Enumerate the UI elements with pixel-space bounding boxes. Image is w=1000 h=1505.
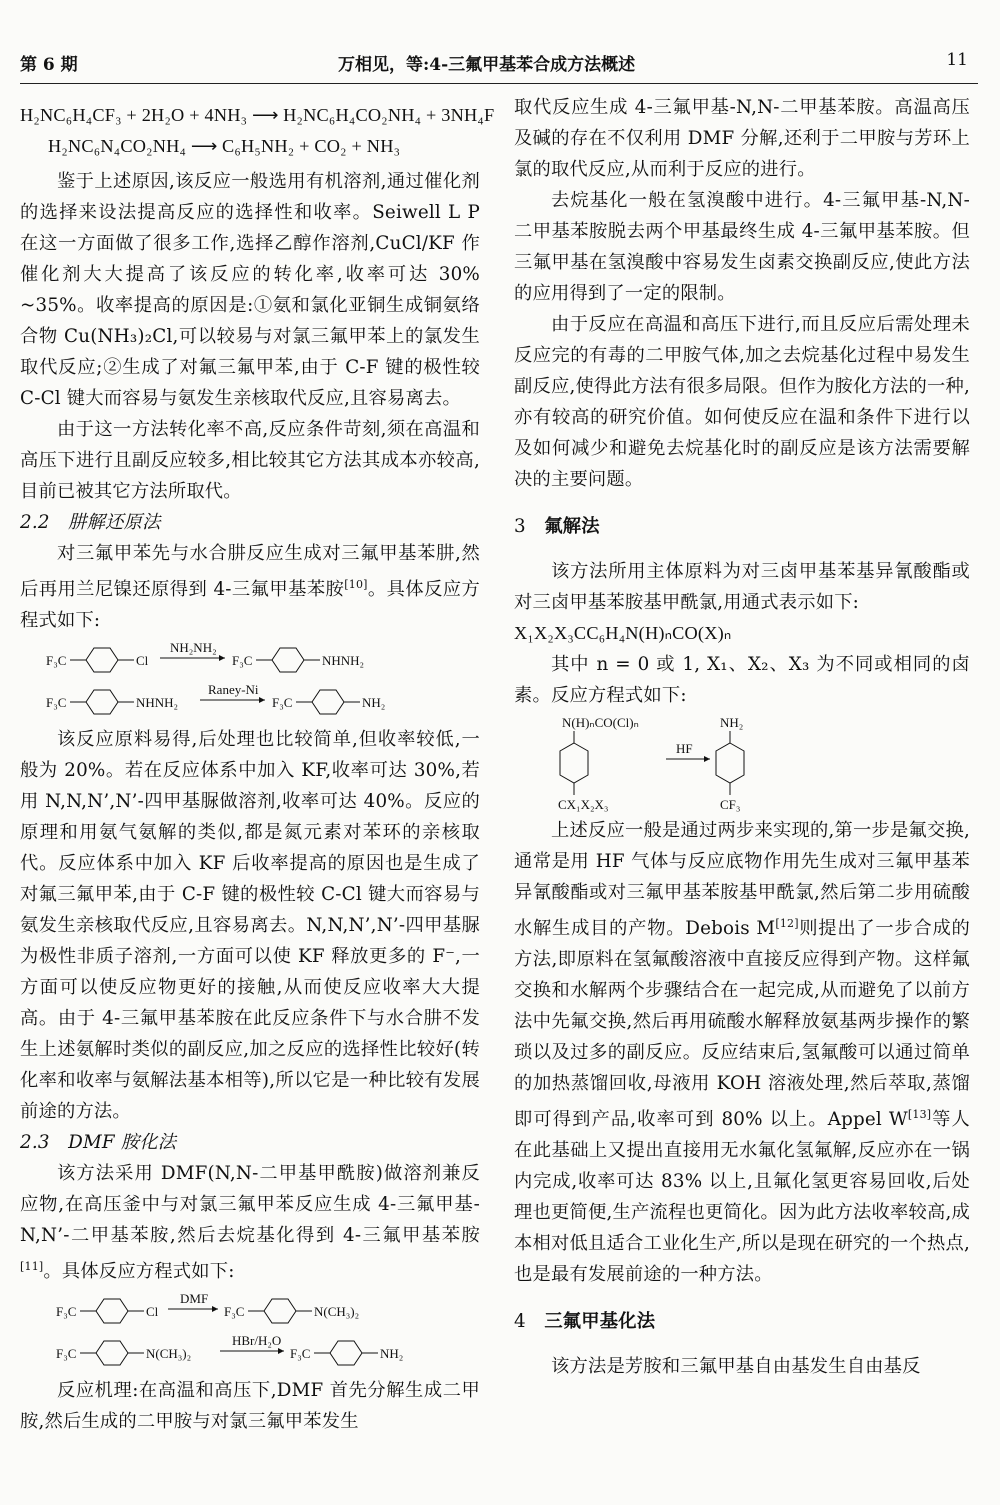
benzene-ring <box>264 1299 296 1323</box>
svg-text:DMF: DMF <box>180 1291 209 1307</box>
svg-text:CF₃: CF₃ <box>720 797 741 812</box>
paragraph: 反应机理:在高温和高压下,DMF 首先分解生成二甲胺,然后生成的二甲胺与对氯三氟甲苯发生 <box>20 1380 480 1433</box>
reaction-2 <box>46 682 385 714</box>
benzene-ring <box>272 648 304 672</box>
right-column <box>514 92 970 1382</box>
svg-text:F₃C: F₃C <box>232 653 253 669</box>
hydrazine-reaction-scheme <box>20 638 460 722</box>
svg-text:N(H)ₙCO(Cl)ₙ: N(H)ₙCO(Cl)ₙ <box>562 715 639 730</box>
paragraph: 鉴于上述原因,该反应一般选用有机溶剂,通过催化剂的选择来设法提高反应的选择性和收率。Seiwell L P 在这一方面做了很多工作,选择乙醇作溶剂,CuCl/KF 作催化剂大大提高了该反应的转化率,收率可达 30% ~35%。收率提高的原因是:①氨和氯化亚铜生成铜氨络合物 Cu(NH₃)₂Cl,可以较易与对氯三氟甲苯上的氯发生取代反应;②生成了对氟三氟甲苯,由于 C-F 键的极性较 C-Cl 键大而容易与氨发生亲核取代反应,且容易离去。 <box>20 171 480 409</box>
paragraph: 该方法采用 DMF(N,N-二甲基甲酰胺)做溶剂兼反应物,在高压釜中与对氯三氟甲苯反应生成 4-三氟甲基-N,N’-二甲基苯胺,然后去烷基化得到 4-三氟甲基苯胺[11]。具体反应方程式如下: <box>20 1163 480 1283</box>
reaction-1 <box>46 640 364 672</box>
svg-text:NHNH₂: NHNH₂ <box>322 653 365 669</box>
svg-text:HF: HF <box>676 741 693 756</box>
benzene-ring <box>312 690 344 714</box>
benzene-ring <box>86 648 118 672</box>
svg-text:N(CH₃)₂: N(CH₃)₂ <box>146 1346 192 1362</box>
paragraph: 去烷基化一般在氢溴酸中进行。4-三氟甲基-N,N-二甲基苯胺脱去两个甲基最终生成 4-三氟甲基苯胺。但三氟甲基在氢溴酸中容易发生卤素交换副反应,使此方法的应用得到了一定的限制。 <box>514 190 970 304</box>
paragraph: 取代反应生成 4-三氟甲基-N,N-二甲基苯胺。高温高压及碱的存在不仅利用 DMF 分解,还利于二甲胺与芳环上氯的取代反应,从而利于反应的进行。 <box>514 97 970 180</box>
paragraph: 对三氟甲苯先与水合肼反应生成对三氟甲基苯肼,然后再用兰尼镍还原得到 4-三氟甲基苯胺[10]。具体反应方程式如下: <box>20 543 481 632</box>
paragraph: 该方法是芳胺和三氟甲基自由基发生自由基反 <box>551 1356 921 1378</box>
fluorolysis-reaction-scheme <box>514 713 954 813</box>
benzene-ring <box>716 743 744 783</box>
paragraph: 由于反应在高温和高压下进行,而且反应后需处理未反应完的有毒的二甲胺气体,加之去烷基化过程中易发生副反应,使得此方法有很多局限。但作为胺化方法的一种,亦有较高的研究价值。如何使反应在温和条件下进行以及如何减少和避免去烷基化时的副反应是该方法需要解决的主要问题。 <box>514 314 970 490</box>
header-rule <box>20 83 978 84</box>
paragraph: 该方法所用主体原料为对三卤甲基苯基异氰酸酯或对三卤甲基苯胺基甲酰氯,用通式表示如下: <box>514 561 970 613</box>
section-heading-3: 3 氟解法 <box>514 516 600 537</box>
svg-text:F₃C: F₃C <box>56 1346 77 1362</box>
svg-text:Cl: Cl <box>146 1304 159 1320</box>
page-number: 11 <box>946 50 968 70</box>
benzene-ring <box>86 690 118 714</box>
issue-number: 第 6 期 <box>20 55 78 75</box>
benzene-ring <box>96 1341 128 1365</box>
svg-text:NHNH₂: NHNH₂ <box>136 695 179 711</box>
reaction-4 <box>56 1333 403 1365</box>
paragraph: 由于这一方法转化率不高,反应条件苛刻,须在高温和高压下进行且副反应较多,相比较其它方法其成本亦较高,目前已被其它方法所取代。 <box>20 419 480 502</box>
svg-text:NH₂NH₂: NH₂NH₂ <box>170 640 217 656</box>
citation: [10] <box>344 578 368 591</box>
citation: [11] <box>20 1260 44 1274</box>
equation-ammonolysis-2: H₂NC₆N₄CO₂NH₄ ⟶ C₆H₅NH₂ + CO₂ + NH₃ <box>48 136 401 156</box>
benzene-ring <box>96 1299 128 1323</box>
citation: [13] <box>907 1108 932 1122</box>
equation-ammonolysis-1: H₂NC₆H₄CF₃ + 2H₂O + 4NH₃ ⟶ H₂NC₆H₄CO₂NH₄ + 3NH₄F <box>20 105 495 125</box>
svg-text:F₃C: F₃C <box>290 1346 311 1362</box>
dmf-reaction-scheme <box>20 1289 460 1373</box>
paragraph: 其中 n = 0 或 1, X₁、X₂、X₃ 为不同或相同的卤素。反应方程式如下: <box>514 654 970 706</box>
left-column <box>20 92 495 1437</box>
svg-text:N(CH₃)₂: N(CH₃)₂ <box>314 1304 360 1320</box>
paragraph: 上述反应一般是通过两步来实现的,第一步是氟交换,通常是用 HF 气体与反应底物作用先生成对三氟甲基苯异氰酸酯或对三氟甲基苯胺基甲酰氯,然后第二步用硫酸水解生成目的产物。Debois M[12]则提出了一步合成的方法,即原料在氢氟酸溶液中直接反应得到产物。这样氟交换和水解两个步骤结合在一起完成,从而避免了以前方法中先氟交换,然后再用硫酸水解释放氨基两步操作的繁琐以及过多的副反应。反应结束后,氢氟酸可以通过简单的加热蒸馏回收,母液用 KOH 溶液处理,然后萃取,蒸馏即可得到产品,收率可到 80% 以上。Appel W[13]等人在此基础上又提出直接用无水氟化氢氟解,反应亦在一锅内完成,收率可达 83% 以上,且氟化氢更容易回收,后处理也更简便,生产流程也更简化。因为此方法收率较高,成本相对低且适合工业化生产,所以是现在研究的一个热点,也是最有发展前途的一种方法。 <box>514 820 971 1286</box>
section-heading-4: 4 三氟甲基化法 <box>514 1311 656 1333</box>
reaction-5 <box>558 715 744 812</box>
general-formula: X₁X₂X₃CC₆H₄N(H)ₙCO(X)ₙ <box>514 623 732 643</box>
svg-text:F₃C: F₃C <box>46 695 67 711</box>
svg-text:HBr/H₂O: HBr/H₂O <box>232 1333 282 1349</box>
svg-text:NH₂: NH₂ <box>362 695 386 711</box>
running-header <box>20 50 978 76</box>
svg-text:NH₂: NH₂ <box>720 715 744 730</box>
svg-text:CX₁X₂X₃: CX₁X₂X₃ <box>558 797 609 812</box>
svg-text:F₃C: F₃C <box>46 653 67 669</box>
svg-text:NH₂: NH₂ <box>380 1346 404 1362</box>
svg-text:Cl: Cl <box>136 653 149 669</box>
svg-text:Raney-Ni: Raney-Ni <box>208 682 259 698</box>
reaction-3 <box>56 1291 359 1323</box>
svg-text:F₃C: F₃C <box>56 1304 77 1320</box>
benzene-ring <box>560 743 588 783</box>
svg-text:F₃C: F₃C <box>224 1304 245 1320</box>
running-title: 万相见，等:4-三氟甲基苯合成方法概述 <box>338 55 636 75</box>
section-heading-2-2: 2.2 肼解还原法 <box>20 512 161 533</box>
svg-text:F₃C: F₃C <box>272 695 293 711</box>
benzene-ring <box>330 1341 362 1365</box>
citation: [12] <box>775 917 799 930</box>
paragraph: 该反应原料易得,后处理也比较简单,但收率较低,一般为 20%。若在反应体系中加入 KF,收率可达 30%,若用 N,N,N’,N’-四甲基脲做溶剂,收率可达 40%。反应的原理和用氨气氨解的类似,都是氮元素对苯环的亲核取代。反应体系中加入 KF 后收率提高的原因也是生成了对氟三氟甲苯,由于 C-F 键的极性较 C-Cl 键大而容易与氨发生亲核取代反应,且容易离去。N,N,N’,N’-四甲基脲为极性非质子溶剂,一方面可以使 KF 释放更多的 F⁻,一方面可以使反应物更好的接触,从而使反应收率大大提高。由于 4-三氟甲基苯胺在此反应条件下与水合肼不发生上述氨解时类似的副反应,加之反应的选择性比较好(转化率和收率与氨解法基本相等),所以它是一种比较有发展前途的方法。 <box>20 729 480 1123</box>
section-heading-2-3: 2.3 DMF 胺化法 <box>20 1132 177 1154</box>
